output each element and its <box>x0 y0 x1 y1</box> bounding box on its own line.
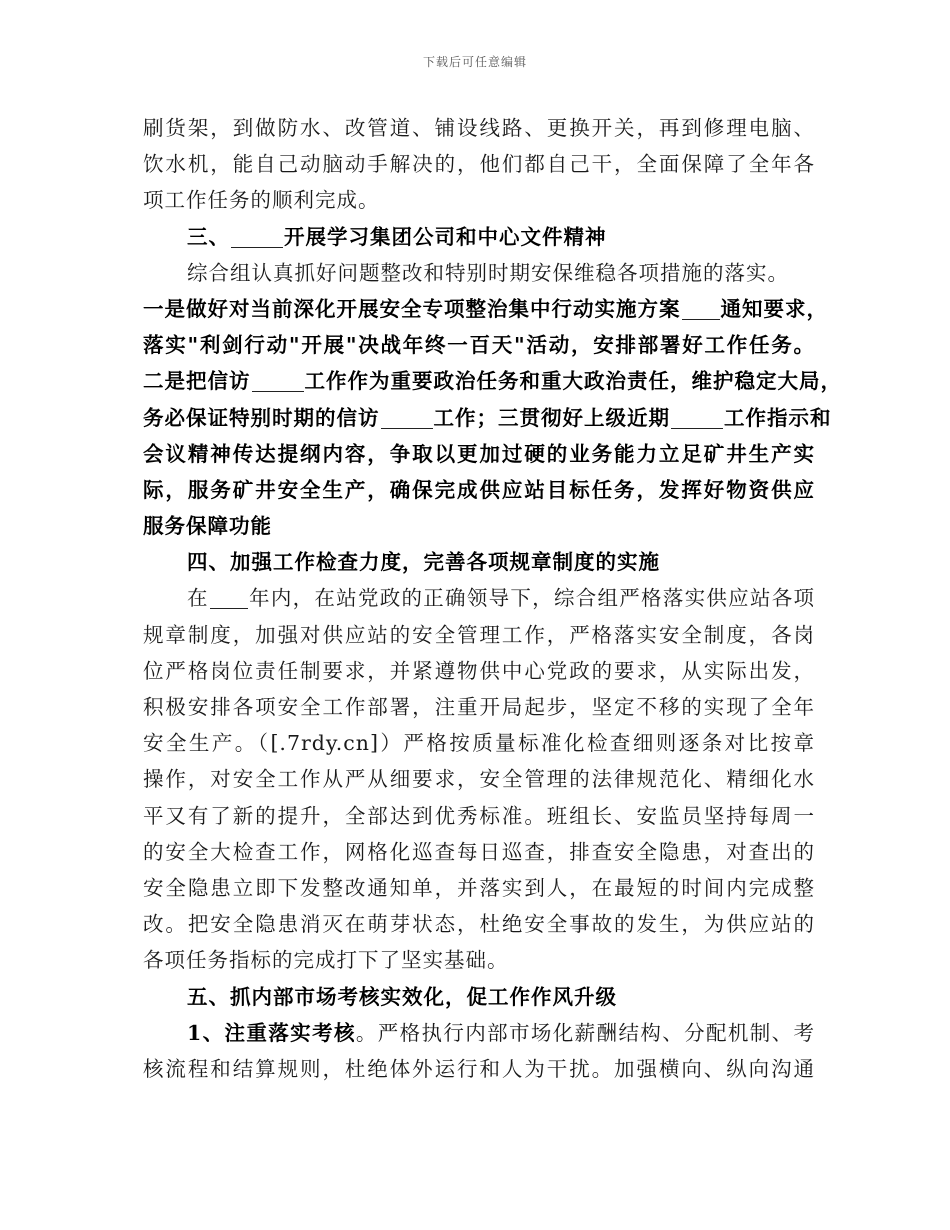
text-line: 饮水机，能自己动脑动手解决的，他们都自己干，全面保障了全年各 <box>143 152 815 177</box>
text-line-bold: 际，服务矿井安全生产，确保完成供应站目标任务，发挥好物资供应 <box>143 477 815 502</box>
text-line: 操作，对安全工作从严从细要求，安全管理的法律规范化、精细化水 <box>143 767 815 792</box>
text-line: 项工作任务的顺利完成。 <box>143 188 380 213</box>
text-segment: 一是做好对当前深化开展安全专项整治集中行动实施方案 <box>143 296 681 321</box>
text-line: 安全隐患立即下发整改通知单，并落实到人，在最短的时间内完成整 <box>143 875 815 900</box>
text-line-bold <box>143 400 832 436</box>
text-line: 的安全大检查工作，网格化巡查每日巡查，排查安全隐患，对查出的 <box>143 839 815 864</box>
blank-underline <box>210 588 248 609</box>
section-heading-4: 四、加强工作检查力度，完善各项规章制度的实施 <box>187 550 660 575</box>
text-line-bold: 会议精神传达提纲内容，争取以更加过硬的业务能力立足矿井生产实 <box>143 441 815 466</box>
text-line-bold <box>143 291 828 327</box>
text-line: 规章制度，加强对供应站的安全管理工作，严格落实安全制度，各岗 <box>143 622 815 647</box>
text-line: 综合组认真抓好问题整改和特别时期安保维稳各项措施的落实。 <box>187 260 789 285</box>
heading-text: 开展学习集团公司和中心文件精神 <box>284 224 607 249</box>
text-segment: 年内，在站党政的正确领导下，综合组严格落实供应站各项 <box>248 586 816 611</box>
blank-underline <box>671 408 723 429</box>
text-line: 改。把安全隐患消灭在萌芽状态，杜绝安全事故的发生，为供应站的 <box>143 912 815 937</box>
text-line <box>143 1015 815 1051</box>
text-line-bold: 服务保障功能 <box>143 514 272 539</box>
section-heading-5: 五、抓内部市场考核实效化，促工作作风升级 <box>187 984 617 1009</box>
text-line: 位严格岗位责任制要求，并紧遵物供中心党政的要求，从实际出发， <box>143 658 815 683</box>
blank-underline <box>381 408 433 429</box>
text-line: 刷货架，到做防水、改管道、铺设线路、更换开关，再到修理电脑、 <box>143 116 815 140</box>
text-segment: 工作指示和 <box>724 405 832 430</box>
text-segment: 在 <box>187 586 209 611</box>
text-segment: 工作作为重要政治任务和重大政治责任，维护稳定大局， <box>304 369 842 394</box>
text-line <box>143 580 815 616</box>
blank-underline <box>252 371 304 392</box>
document-body <box>143 110 842 1087</box>
text-line: 平又有了新的提升，全部达到优秀标准。班组长、安监员坚持每周一 <box>143 803 815 828</box>
text-segment: 二是把信访 <box>143 369 251 394</box>
section-heading-3 <box>143 219 815 255</box>
subheading-bold: 1、注重落实考核 <box>187 1020 356 1045</box>
heading-prefix: 三、 <box>187 224 230 249</box>
text-line: 核流程和结算规则，杜绝体外运行和人为干扰。加强横向、纵向沟通 <box>143 1056 815 1081</box>
text-segment: 工作；三贯彻好上级近期 <box>433 405 670 430</box>
blank-underline <box>231 227 283 248</box>
text-line: 各项任务指标的完成打下了坚实基础。 <box>143 948 509 973</box>
text-line: 安全生产。（[.7rdy.cn]）严格按质量标准化检查细则逐条对比按章 <box>143 731 815 756</box>
text-segment: 通知要求， <box>720 296 828 321</box>
blank-underline <box>682 299 720 320</box>
text-line-bold: 落实"利剑行动"开展"决战年终一百天"活动，安排部署好工作任务。 <box>143 333 815 358</box>
text-line: 积极安排各项安全工作部署，注重开局起步，坚定不移的实现了全年 <box>143 695 815 719</box>
text-segment: 务必保证特别时期的信访 <box>143 405 380 430</box>
page-header: 下载后可任意编辑 <box>422 55 527 69</box>
text-line-bold <box>143 363 842 399</box>
text-segment: 。严格执行内部市场化薪酬结构、分配机制、考 <box>355 1020 816 1045</box>
